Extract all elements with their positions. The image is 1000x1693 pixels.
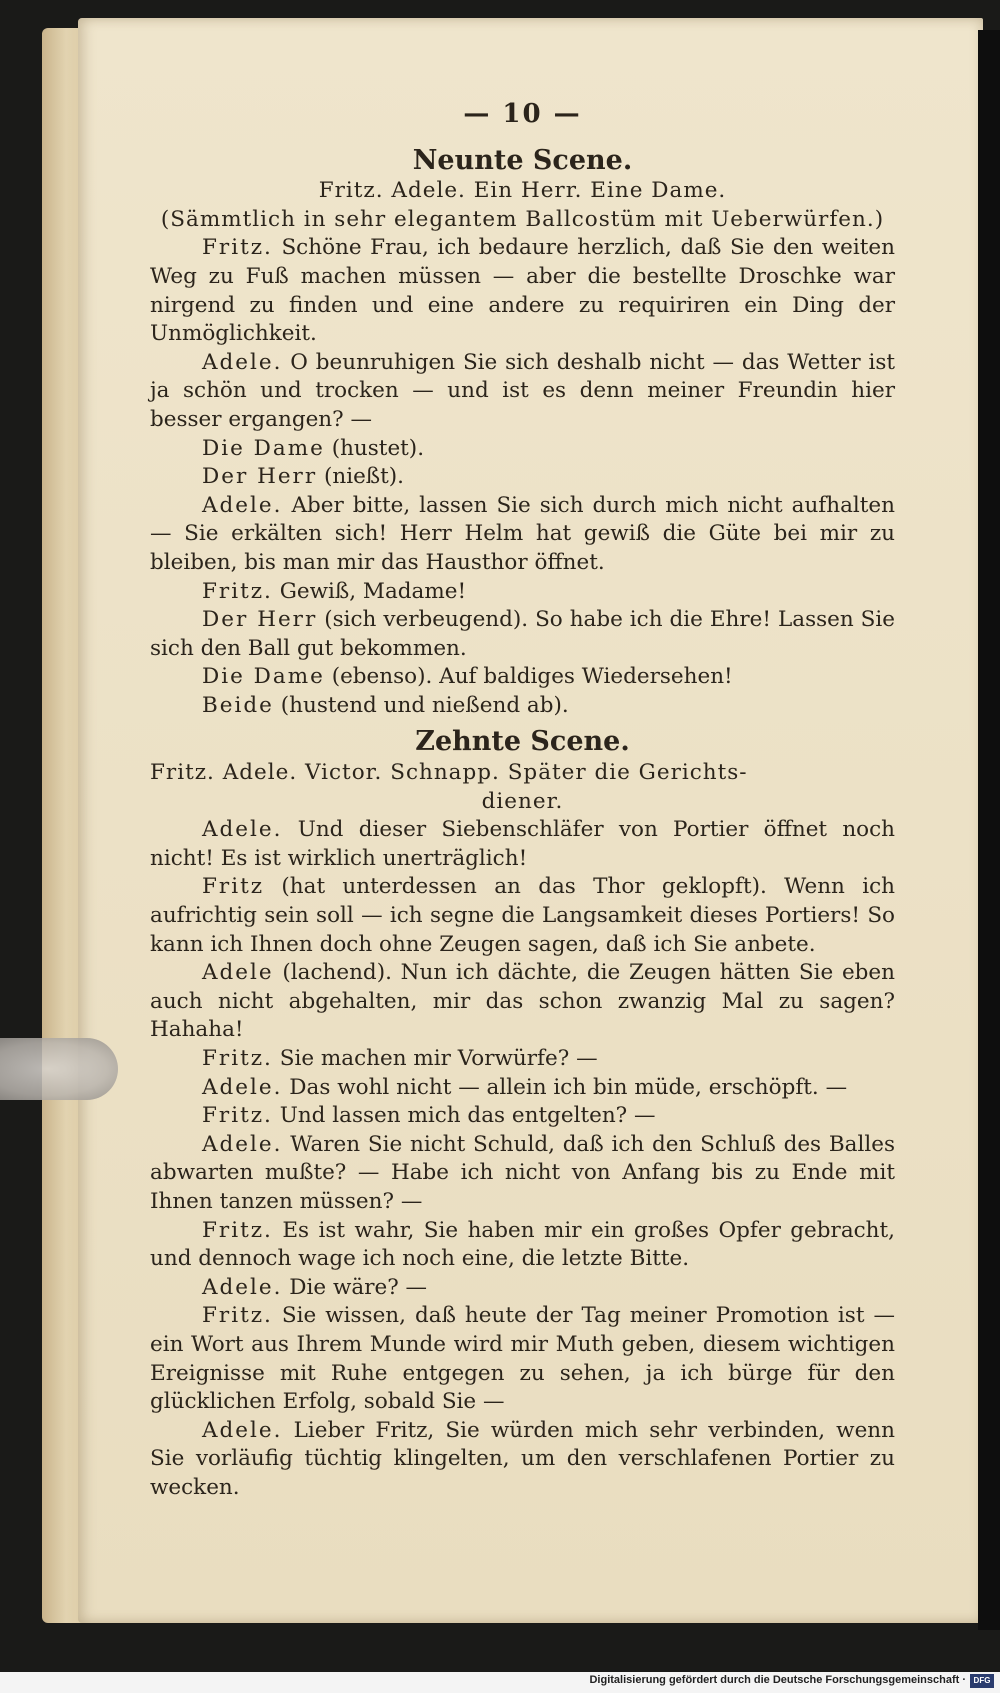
dialogue-line (150, 606, 895, 663)
line-text: Schöne Frau, ich bedaure herzlich, daß Sie den weiten Weg zu Fuß machen müssen — aber die bestellte Droschke war nirgend zu finden und eine andere zu requiriren ein Ding der Unmöglichkeit. (150, 235, 895, 347)
speaker-name: Adele. (202, 492, 283, 518)
speaker-name: Adele. (202, 1131, 283, 1157)
line-text: (lachend). Nun ich dächte, die Zeugen hätten Sie eben auch nicht abgehalten, mir das schon zwanzig Mal zu sagen? Hahaha! (150, 960, 895, 1043)
speaker-name: Beide (202, 692, 274, 718)
dialogue-line (150, 1217, 895, 1274)
cast-list: Fritz. Adele. Victor. Schnapp. Später die Gerichts- (150, 760, 748, 786)
speaker-name: Adele. (202, 349, 283, 375)
line-text: Und dieser Siebenschläfer von Portier öffnet noch nicht! Es ist wirklich unerträglich! (150, 817, 895, 871)
line-text: Und lassen mich das entgelten? — (279, 1103, 656, 1129)
speaker-name: Adele. (202, 1417, 283, 1443)
speaker-name: Die Dame (202, 435, 325, 461)
gutter-shadow (978, 30, 1000, 1630)
line-text: (hustet). (331, 435, 425, 461)
speaker-name: Fritz. (202, 235, 273, 261)
dialogue-line (150, 816, 895, 873)
dialogue-line (150, 492, 895, 578)
line-text: Sie machen mir Vorwürfe? — (279, 1046, 598, 1071)
dialogue-line (150, 1074, 895, 1103)
speaker-name: Adele. (202, 1274, 283, 1300)
digitization-credit: Digitalisierung gefördert durch die Deutsche Forschungsgemeinschaft · (589, 1674, 966, 1686)
speaker-name: Fritz. (202, 1046, 273, 1071)
line-text: Es ist wahr, Sie haben mir ein großes Opfer gebracht, und dennoch wage ich noch eine, die letzte Bitte. (150, 1217, 896, 1272)
dialogue-line (150, 578, 895, 607)
line-text: (hustend und nießend ab). (280, 692, 569, 718)
speaker-name: Fritz. (202, 1103, 273, 1129)
line-text: Die wäre? — (289, 1274, 428, 1300)
speaker-name: Adele (202, 960, 274, 986)
scanner-finger (0, 1038, 118, 1100)
speaker-name: Die Dame (202, 664, 325, 690)
dialogue-line (150, 463, 895, 492)
line-text: Sie wissen, daß heute der Tag meiner Promotion ist — ein Wort aus Ihrem Munde wird mir Muth geben, diesem wichtigen Ereignisse mit Ruhe entgegen zu sehen, ja ich bürge für den glücklichen Erfolg, sobald Sie — (150, 1303, 895, 1415)
scene-heading: Neunte Scene. (412, 144, 633, 176)
page-text (150, 100, 895, 1503)
speaker-name: Adele. (202, 817, 283, 843)
line-text: O beunruhigen Sie sich deshalb nicht — das Wetter ist ja schön und trocken — und ist es denn meiner Freundin hier besser ergangen? — (150, 349, 895, 432)
stage-direction: (Sämmtlich in sehr elegantem Ballcostüm mit Ueberwürfen.) (160, 206, 885, 232)
speaker-name: Adele. (202, 1074, 283, 1100)
cast-list-continued: diener. (481, 788, 564, 814)
speaker-name: Fritz. (202, 1217, 273, 1243)
line-text: (nießt). (323, 464, 405, 490)
speaker-name: Fritz. (202, 1303, 273, 1329)
dialogue-line (150, 1045, 895, 1074)
dialogue-line (150, 234, 895, 348)
speaker-name: Fritz. (202, 578, 273, 604)
line-text: Lieber Fritz, Sie würden mich sehr verbinden, wenn Sie vorläufig tüchtig klingelten, um den verschlafenen Portier zu wecken. (150, 1417, 895, 1500)
dialogue-line (150, 692, 895, 721)
line-text: Aber bitte, lassen Sie sich durch mich nicht aufhalten — Sie erkälten sich! Herr Helm hat gewiß die Güte bei mir zu bleiben, bis man mir das Hausthor öffnet. (150, 492, 896, 575)
line-text: Gewiß, Madame! (279, 578, 467, 604)
dialogue-line (150, 1302, 895, 1416)
line-text: (ebenso). Auf baldiges Wiedersehen! (331, 664, 733, 690)
dfg-logo-icon: DFG (970, 1674, 994, 1688)
cast-list: Fritz. Adele. Ein Herr. Eine Dame. (318, 178, 727, 204)
dialogue-line (150, 1417, 895, 1503)
dialogue-line (150, 349, 895, 435)
dialogue-line (150, 1102, 895, 1131)
page-number: — 10 — (463, 99, 582, 129)
dialogue-line (150, 1274, 895, 1303)
dialogue-line (150, 663, 895, 692)
line-text: Das wohl nicht — allein ich bin müde, erschöpft. — (289, 1074, 848, 1100)
line-text: Waren Sie nicht Schuld, daß ich den Schluß des Balles abwarten mußte? — Habe ich nicht von Anfang bis zu Ende mit Ihnen tanzen müssen? — (150, 1131, 895, 1214)
dialogue-line (150, 959, 895, 1045)
dialogue-line (150, 1131, 895, 1217)
speaker-name: Der Herr (202, 464, 318, 490)
dialogue-line (150, 435, 895, 464)
dialogue-block (150, 234, 895, 720)
speaker-name: Der Herr (202, 607, 318, 633)
dialogue-block (150, 816, 895, 1502)
line-text: (sich verbeugend). So habe ich die Ehre! Lassen Sie sich den Ball gut bekommen. (150, 607, 895, 661)
line-text: (hat unterdessen an das Thor geklopft). Wenn ich aufrichtig sein soll — ich segne die Langsamkeit dieses Portiers! So kann ich Ihnen doch ohne Zeugen sagen, daß ich Sie anbete. (150, 874, 896, 957)
dialogue-line (150, 873, 895, 959)
scene-heading: Zehnte Scene. (415, 726, 630, 758)
speaker-name: Fritz (202, 874, 265, 900)
